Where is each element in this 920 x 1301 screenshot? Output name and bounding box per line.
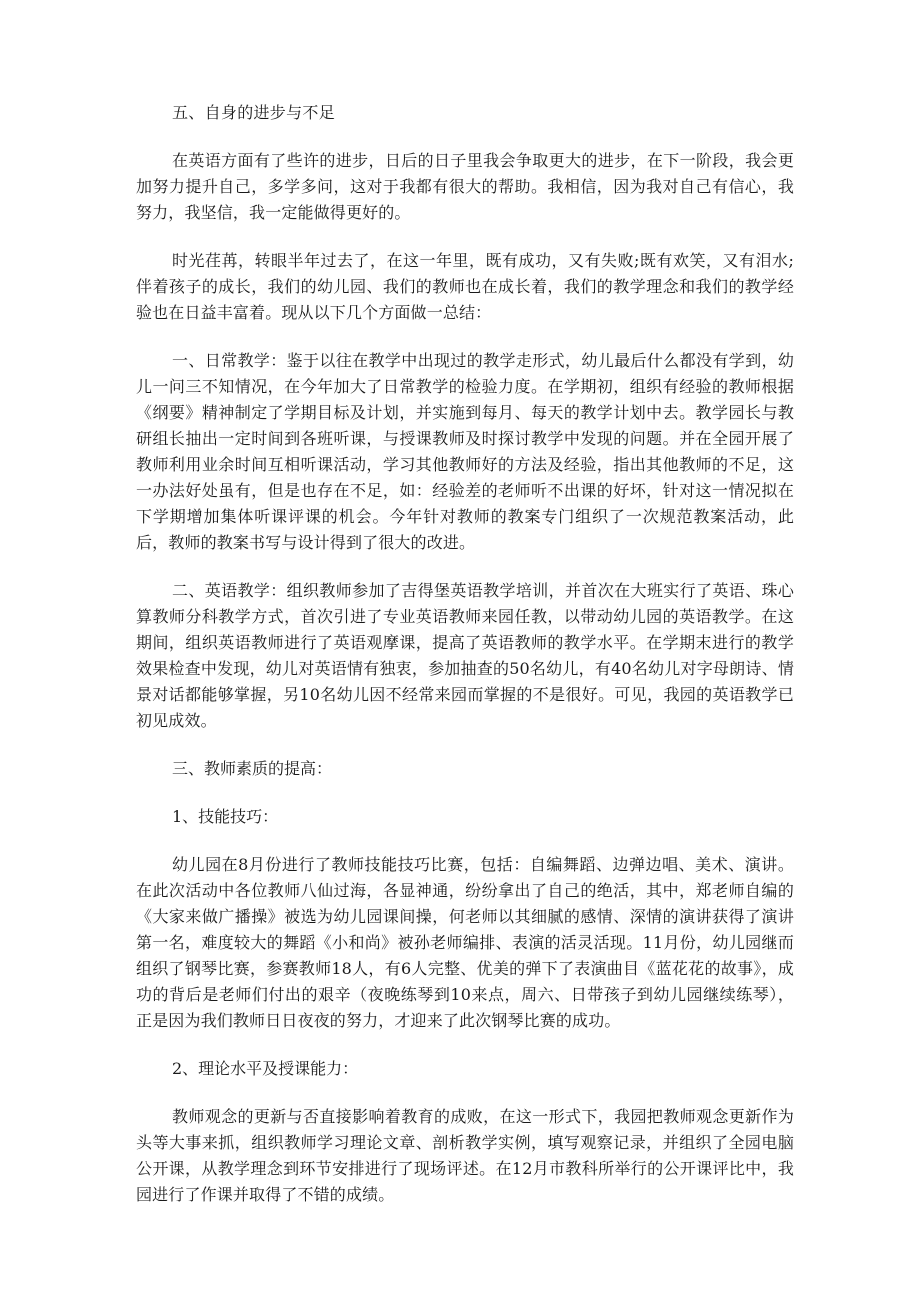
paragraph-english-teaching: 二、英语教学：组织教师参加了吉得堡英语教学培训，并首次在大班实行了英语、珠心算教师分科教学方式，首次引进了专业英语教师来园任教，以带动幼儿园的英语教学。在这期间，组织英语教师进行了英语观摩课，提高了英语教师的教学水平。在学期末进行的教学效果检查中发现，幼儿对英语情有独衷，参加抽查的50名幼儿，有40名幼儿对字母朗诗、情景对话都能够掌握，另10名幼儿因不经常来园而掌握的不是很好。可见，我园的英语教学已初见成效。 [136,581,794,730]
paragraph-english-progress: 在英语方面有了些许的进步，日后的日子里我会争取更大的进步，在下一阶段，我会更加努力提升自己，多学多问，这对于我都有很大的帮助。我相信，因为我对自己有信心，我努力，我坚信，我一定能做得更好的。 [136,151,794,222]
section-heading-progress: 五、自身的进步与不足 [172,103,336,122]
paragraph-skills-competition: 幼儿园在8月份进行了教师技能技巧比赛，包括：自编舞蹈、边弹边唱、美术、演讲。在此次活动中各位教师八仙过海，各显神通，纷纷拿出了自己的绝活，其中，郑老师自编的《大家来做广播操》被选为幼儿园课间操，何老师以其细腻的感情、深情的演讲获得了演讲第一名，难度较大的舞蹈《小和尚》被孙老师编排、表演的活灵活现。11月份，幼儿园继而组织了钢琴比赛，参赛教师18人，有6人完整、优美的弹下了表演曲目《蓝花花的故事》，成功的背后是老师们付出的艰辛（夜晚练琴到10来点，周六、日带孩子到幼儿园继续练琴），正是因为我们教师日日夜夜的努力，才迎来了此次钢琴比赛的成功。 [136,855,794,1030]
paragraph-intro-summary: 时光荏苒，转眼半年过去了，在这一年里，既有成功，又有失败;既有欢笑，又有泪水;伴着孩子的成长，我们的幼儿园、我们的教师也在成长着，我们的教学理念和我们的教学经验也在日益丰富着。现从以下几个方面做一总结： [136,251,794,322]
paragraph-theory-level: 教师观念的更新与否直接影响着教育的成败，在这一形式下，我园把教师观念更新作为头等大事来抓，组织教师学习理论文章、剖析教学实例，填写观察记录，并组织了全园电脑公开课，从教学理念到环节安排进行了现场评述。在12月市教科所举行的公开课评比中，我园进行了作课并取得了不错的成绩。 [136,1107,794,1204]
section-heading-teacher-quality: 三、教师素质的提高： [172,759,333,778]
document-body [136,100,794,1230]
subsection-heading-theory: 2、理论水平及授课能力： [172,1059,359,1078]
subsection-heading-skills: 1、技能技巧： [172,807,279,826]
paragraph-daily-teaching: 一、日常教学：鉴于以往在教学中出现过的教学走形式，幼儿最后什么都没有学到，幼儿一问三不知情况，在今年加大了日常教学的检验力度。在学期初，组织有经验的教师根据《纲要》精神制定了学期目标及计划，并实施到每月、每天的教学计划中去。教学园长与教研组长抽出一定时间到各班听课，与授课教师及时探讨教学中发现的问题。并在全园开展了教师利用业余时间互相听课活动，学习其他教师好的方法及经验，指出其他教师的不足，这一办法好处虽有，但是也存在不足，如：经验差的老师听不出课的好坏，针对这一情况拟在下学期增加集体听课评课的机会。今年针对教师的教案专门组织了一次规范教案活动，此后，教师的教案书写与设计得到了很大的改进。 [136,351,794,552]
